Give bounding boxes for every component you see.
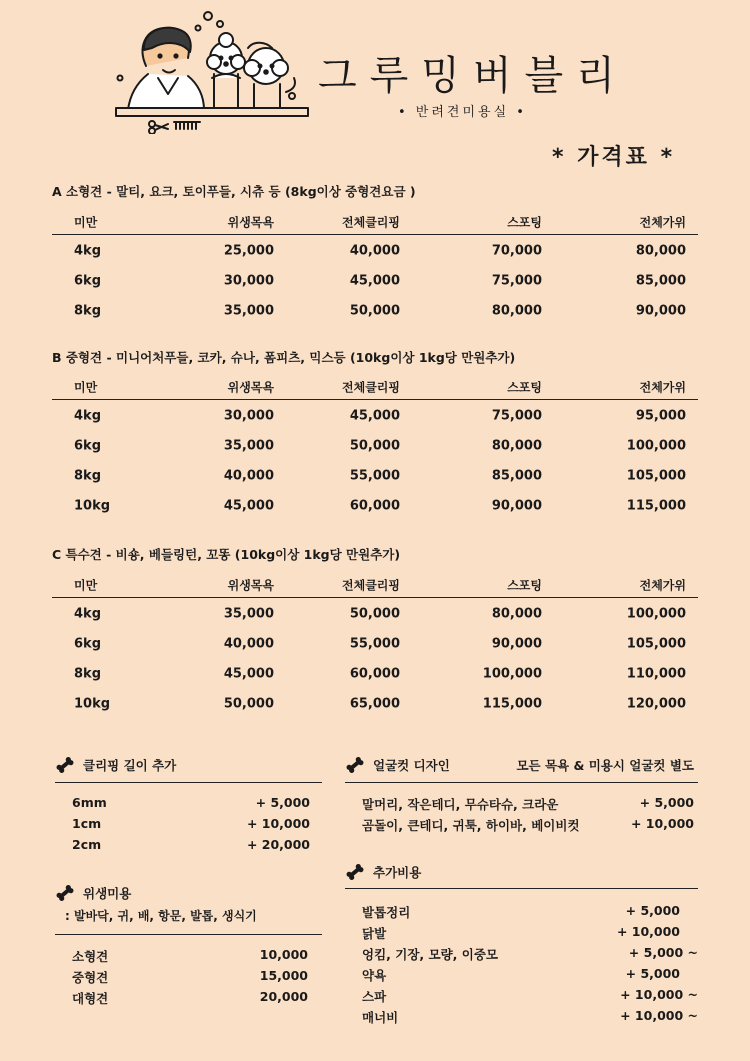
col-sporting: 스포팅 bbox=[507, 578, 542, 593]
extra-cost-header bbox=[345, 860, 698, 884]
item-label: 발톱정리 bbox=[362, 905, 411, 920]
item-price: 10,000 bbox=[259, 947, 308, 962]
list-item bbox=[362, 816, 694, 837]
list-item bbox=[362, 903, 698, 924]
col-sporting: 스포팅 bbox=[507, 215, 542, 230]
cell-price: 40,000 bbox=[349, 243, 400, 259]
list-item bbox=[72, 837, 310, 858]
small-dog-table bbox=[52, 210, 698, 326]
face-cut-note: 모든 목욕 & 미용시 얼굴컷 별도 bbox=[516, 758, 694, 773]
cell-price: 45,000 bbox=[223, 666, 274, 682]
table-row bbox=[52, 599, 698, 629]
cell-weight: 10kg bbox=[74, 696, 111, 712]
list-item bbox=[362, 966, 698, 987]
section-small-title: A 소형견 - 말티, 요크, 토이푸들, 시츄 등 (8kg이상 중형견요금 ) bbox=[52, 184, 416, 199]
table-row bbox=[52, 689, 698, 719]
item-price: + 5,000 ~ bbox=[628, 945, 698, 960]
cell-weight: 6kg bbox=[74, 438, 101, 454]
list-item bbox=[362, 987, 698, 1008]
col-scissor-cut: 전체가위 bbox=[639, 215, 686, 230]
bone-icon bbox=[55, 885, 75, 901]
cell-price: 55,000 bbox=[349, 636, 400, 652]
list-item bbox=[362, 1008, 698, 1029]
groomer-figure bbox=[128, 28, 204, 110]
maltese-figure bbox=[244, 48, 295, 108]
item-label: 곰돌이, 큰테디, 귀툭, 하이바, 베이비컷 bbox=[362, 818, 580, 833]
cell-price: 85,000 bbox=[635, 273, 686, 289]
list-item bbox=[72, 989, 308, 1010]
brand-name: 그루밍버블리 bbox=[318, 53, 628, 99]
cell-price: 85,000 bbox=[491, 468, 542, 484]
table-row bbox=[52, 236, 698, 266]
cell-price: 35,000 bbox=[223, 303, 274, 319]
bubble-icon bbox=[289, 93, 295, 99]
cell-price: 95,000 bbox=[635, 408, 686, 424]
list-item bbox=[72, 968, 308, 989]
item-label: 스파 bbox=[362, 989, 387, 1004]
clipping-length-box bbox=[55, 752, 322, 858]
cell-price: 100,000 bbox=[482, 666, 542, 682]
cell-price: 45,000 bbox=[349, 273, 400, 289]
col-scissor-cut: 전체가위 bbox=[639, 578, 686, 593]
cell-price: 80,000 bbox=[635, 243, 686, 259]
cell-price: 60,000 bbox=[349, 666, 400, 682]
extra-cost-title: 추가비용 bbox=[373, 865, 422, 880]
item-label: 중형견 bbox=[72, 970, 109, 985]
cell-price: 80,000 bbox=[491, 303, 542, 319]
cell-price: 105,000 bbox=[626, 636, 686, 652]
table-row bbox=[52, 266, 698, 296]
section-medium-title: B 중형견 - 미니어처푸들, 코카, 슈나, 폼피츠, 믹스등 (10kg이상 1kg당 만원추가) bbox=[52, 350, 516, 365]
cell-price: 30,000 bbox=[223, 273, 274, 289]
medium-dog-table bbox=[52, 375, 698, 521]
col-weight: 미만 bbox=[74, 215, 98, 230]
cell-price: 115,000 bbox=[482, 696, 542, 712]
hygiene-description: : 발바닥, 귀, 배, 항문, 발톱, 생식기 bbox=[65, 909, 257, 923]
item-label: 2cm bbox=[72, 837, 102, 852]
cell-price: 110,000 bbox=[626, 666, 686, 682]
bone-icon bbox=[345, 864, 365, 880]
col-scissor-cut: 전체가위 bbox=[639, 380, 686, 395]
cell-price: 100,000 bbox=[626, 438, 686, 454]
cell-weight: 6kg bbox=[74, 273, 101, 289]
item-price: + 10,000 ~ bbox=[620, 987, 698, 1002]
col-full-clipping: 전체클리핑 bbox=[342, 578, 400, 593]
cell-price: 50,000 bbox=[349, 606, 400, 622]
cell-weight: 4kg bbox=[74, 606, 101, 622]
item-label: 6mm bbox=[72, 795, 107, 810]
item-label: 매너비 bbox=[362, 1010, 399, 1025]
item-label: 대형견 bbox=[72, 991, 109, 1006]
table-header bbox=[52, 375, 698, 400]
cell-price: 75,000 bbox=[491, 273, 542, 289]
col-full-clipping: 전체클리핑 bbox=[342, 215, 400, 230]
cell-price: 90,000 bbox=[635, 303, 686, 319]
cell-weight: 10kg bbox=[74, 498, 111, 514]
bone-icon bbox=[55, 757, 75, 773]
item-price: 15,000 bbox=[259, 968, 308, 983]
item-price: + 10,000 bbox=[616, 924, 680, 939]
cell-price: 35,000 bbox=[223, 438, 274, 454]
cell-weight: 4kg bbox=[74, 243, 101, 259]
cell-weight: 6kg bbox=[74, 636, 101, 652]
list-item bbox=[362, 945, 698, 966]
table-row bbox=[52, 401, 698, 431]
comb-icon bbox=[174, 122, 200, 129]
brand-subtitle: • 반려견미용실 • bbox=[398, 105, 527, 120]
section-special-title: C 특수견 - 비숑, 베들링턴, 꼬똥 (10kg이상 1kg당 만원추가) bbox=[52, 547, 401, 562]
clipping-length-header bbox=[55, 752, 322, 778]
col-full-clipping: 전체클리핑 bbox=[342, 380, 400, 395]
list-item bbox=[362, 924, 698, 945]
col-hygiene-bath: 위생목욕 bbox=[227, 578, 274, 593]
cell-price: 30,000 bbox=[223, 408, 274, 424]
cell-price: 25,000 bbox=[223, 243, 274, 259]
table-row bbox=[52, 431, 698, 461]
hygiene-grooming-box bbox=[55, 881, 322, 1010]
item-price: + 5,000 bbox=[625, 903, 680, 918]
cell-price: 90,000 bbox=[491, 498, 542, 514]
cell-price: 45,000 bbox=[223, 498, 274, 514]
groomer-dogs-illustration bbox=[108, 8, 313, 134]
cell-price: 40,000 bbox=[223, 468, 274, 484]
grooming-table bbox=[116, 108, 308, 116]
extra-cost-box bbox=[345, 860, 698, 1029]
item-label: 소형견 bbox=[72, 949, 109, 964]
clipping-length-title: 클리핑 길이 추가 bbox=[83, 758, 177, 773]
item-price: + 10,000 ~ bbox=[620, 1008, 698, 1023]
item-label: 엉킴, 기장, 모량, 이중모 bbox=[362, 947, 498, 962]
cell-price: 90,000 bbox=[491, 636, 542, 652]
hygiene-title: 위생미용 bbox=[83, 886, 132, 901]
cell-price: 45,000 bbox=[349, 408, 400, 424]
poodle-figure bbox=[207, 33, 245, 108]
table-row bbox=[52, 491, 698, 521]
list-item bbox=[72, 795, 310, 816]
scissors-icon bbox=[149, 121, 168, 134]
cell-price: 55,000 bbox=[349, 468, 400, 484]
bubble-icon bbox=[217, 21, 223, 27]
table-row bbox=[52, 296, 698, 326]
list-item bbox=[72, 947, 308, 968]
cell-price: 40,000 bbox=[223, 636, 274, 652]
item-label: 약욕 bbox=[362, 968, 387, 983]
table-row bbox=[52, 659, 698, 689]
item-price: + 5,000 bbox=[639, 795, 694, 810]
table-header bbox=[52, 573, 698, 598]
cell-price: 70,000 bbox=[491, 243, 542, 259]
cell-price: 50,000 bbox=[349, 438, 400, 454]
cell-price: 65,000 bbox=[349, 696, 400, 712]
bubble-icon bbox=[204, 12, 212, 20]
list-item bbox=[72, 816, 310, 837]
item-price: + 5,000 bbox=[625, 966, 680, 981]
col-weight: 미만 bbox=[74, 380, 98, 395]
hygiene-header bbox=[55, 881, 322, 905]
table-row bbox=[52, 629, 698, 659]
cell-price: 60,000 bbox=[349, 498, 400, 514]
col-hygiene-bath: 위생목욕 bbox=[227, 380, 274, 395]
item-price: + 10,000 bbox=[630, 816, 694, 831]
cell-weight: 4kg bbox=[74, 408, 101, 424]
item-price: + 10,000 bbox=[246, 816, 310, 831]
col-sporting: 스포팅 bbox=[507, 380, 542, 395]
cell-price: 35,000 bbox=[223, 606, 274, 622]
cell-weight: 8kg bbox=[74, 303, 101, 319]
item-price: + 5,000 bbox=[255, 795, 310, 810]
face-cut-box bbox=[345, 752, 698, 837]
table-header bbox=[52, 210, 698, 235]
cell-price: 100,000 bbox=[626, 606, 686, 622]
face-cut-title: 얼굴컷 디자인 bbox=[373, 758, 450, 773]
cell-price: 50,000 bbox=[223, 696, 274, 712]
item-label: 닭발 bbox=[362, 926, 387, 941]
price-table-title: * 가격표 * bbox=[552, 145, 676, 170]
item-price: + 20,000 bbox=[246, 837, 310, 852]
col-hygiene-bath: 위생목욕 bbox=[227, 215, 274, 230]
cell-price: 120,000 bbox=[626, 696, 686, 712]
item-label: 1cm bbox=[72, 816, 102, 831]
bubble-icon bbox=[118, 76, 123, 81]
cell-price: 75,000 bbox=[491, 408, 542, 424]
cell-weight: 8kg bbox=[74, 666, 101, 682]
table-row bbox=[52, 461, 698, 491]
cell-price: 105,000 bbox=[626, 468, 686, 484]
item-label: 말머리, 작은테디, 무슈타슈, 크라운 bbox=[362, 797, 559, 812]
cell-price: 80,000 bbox=[491, 438, 542, 454]
bubble-icon bbox=[196, 26, 201, 31]
bone-icon bbox=[345, 757, 365, 773]
special-dog-table bbox=[52, 573, 698, 719]
list-item bbox=[362, 795, 694, 816]
cell-price: 80,000 bbox=[491, 606, 542, 622]
cell-price: 50,000 bbox=[349, 303, 400, 319]
cell-weight: 8kg bbox=[74, 468, 101, 484]
item-price: 20,000 bbox=[259, 989, 308, 1004]
cell-price: 115,000 bbox=[626, 498, 686, 514]
col-weight: 미만 bbox=[74, 578, 98, 593]
face-cut-header bbox=[345, 752, 698, 778]
